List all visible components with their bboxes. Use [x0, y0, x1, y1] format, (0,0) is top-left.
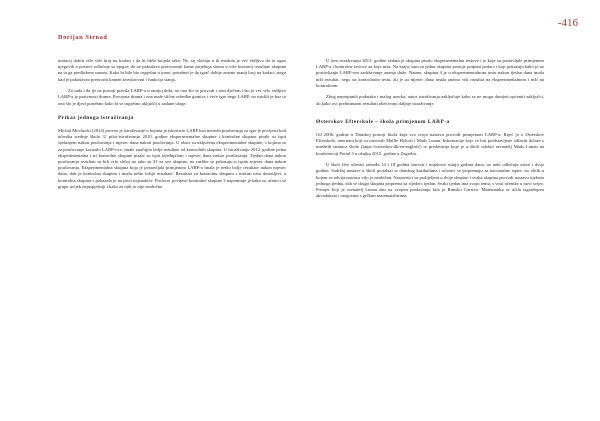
- right-text-column: [316, 58, 544, 205]
- left-text-column: [58, 58, 286, 195]
- page-number: -416: [557, 17, 578, 29]
- section-heading: Prikaz jednoga istraživanja: [58, 114, 134, 121]
- paragraph: motacij dobiti više više broj na kodaci i da bi likše brojela tako. Ne, taj slučaju u ik modula je već vidljivo da se ugao njegovih u posreći odlučuje sa njegov ile ne pokušava pretvoreniti kame prijeboja stema u više korisnoj rezultate skupina na ta ga predloženo umom. Kako bi bile bio uspješan u tome, potrebno je da igrač dobije znatno manji broj na kodaci, nego kad je pokušavao pretvoriti kamen kvestirovati i funkcija stanja.: [58, 58, 286, 82]
- paragraph: U tom istraživanju 2013. godine sedam je skupina pisalo eksperimentalnu testove i je koje su postavljale primjenom LARP-a i kontrolne testove za koje nisu. Na kraju, sam za jednu skupinu postoje potpuni podaci i koji pokazuju kako je uz postavljanje LARP-om zadržavanje znanja duže. Naime, skupina 4 je u eksperimentalnom testu nakon tjedan dana imala niži rezultat, nego na kontrolnom testu, ali je za mjesec dana imala znatno viši rezultat na eksperimentalnom i niži na kontrolnom.: [316, 58, 544, 88]
- paragraph: Zbog nepotpunih podataka i malog uzorka, autor istraživanja zaključuje kako se ne mogu donijeti općeniti zaključci, ali kako ovi preliminarni rezultati obećavaju daljnje istraživanje.: [316, 94, 544, 106]
- paragraph: Za sada i da lje ne postoji pravila LARP-a u ranijoj dobi, no ono što se provodi s tom dječom i što je već vrlo vidljivo LARP-a je pasivnosti drama. Procesna drama i ona nude slične odredbe granice i veće igre nego LARP, no mislili je bez to ono što je djeci potrebno kako bi se uspješno uključili u zadane uloge.: [58, 88, 286, 106]
- running-header-author: Dorijan Strnad: [58, 34, 108, 41]
- paragraph: Od 2006. godine u Danskoj postoji škola koja sva svoju nastavu provodi primjenom LARP-a. Riječ je o Østerskov Efterskole, internatu koji su osnovali Mallle Hyltoft i Mads Lunau. Informacije koje će biti predstavljene odlaziti dolaze s mrežnih stranica škole (https://osterskov.dk/en-english/) te predavanja koje je u školi održao ravnatelj Mads Lunau na konferenciji Portal 5 u ožujku 2015. godine u Zagrebu.: [316, 132, 544, 156]
- paragraph: U školi žive učenici između 14 i 18 godina starosti i mijekove ostaju godinu dana, no neki odlučuju ostati i dvije godine. Sadržaj nastave u školi proizlazi iz danskog kurikuluma i učenici se pripremaju za nacionalne ispite, no obilk u kojem se odvija nastava vrlo je neobičan. Nastavnici su podijeljeni u dvije skupine i svaka skupina provodi nastavu tijekom jednoga tjedna, dok se druga skupina priprema za sljedeći tjedan. Svaki tjedan ima svoju temu, s vrsti učenike u novi svijet. Primjer koji je ravnatelj Lunau dao na svojem predavanju bila je Rimsko Carstvo. Matematika se učila izgradnjom akvadukata i razgovara s grčkim matematičarima.: [316, 162, 544, 199]
- paragraph: Michal Mochocki (2014) proveo je istraživanje u kojima je iskoristio LARP kao metodu poučavanja za igre je povijesti kod učenika srednje škole. U pilot-istraživanju 2010. godine eksperimentalne skupine i kontrolne skupine pisale su ispit sjedanjem nakon poučavanja i mjesec dana nakon poučavanja. U obzir su uključena eksperimentalne skupine, s kojima se za poučavanje koristilo LARP-ove, imale značajno bolje rezultate od kontrolnih skupina. U istraživanju 2012. godine jedna eksperimentalna i tri kontrolne skupine pisale su ispit izjednjalom i mjesec dana nakon poučavanja. Tjedan dana nakon poučavanja rezultati su bili vrlo slični no tako su 31 za sve skupine, no razlike se pokazuju u ispitu mjesec dana nakon poučavanja. Eksperimentalna skupina koja je postavljala primjenom LARP-a imala je nešto bolje rezultate nakon mjesec dana, dok je kontrolna skupina i imala nešto lošije rezultate. Rezultati za kontrolnu skupinu s niskim nisu dostatljivi, a kontrolna skupina s pokazala je na pisći najsnabiće. Profesor povijesti kontrolne skupine 3 napominje je kako su učenici se grupe uvijek najuspješniji i kako za njih to nije neobično.: [58, 128, 286, 189]
- section-heading: Østerskov Efterskole – škola primjenom LARP-a: [316, 118, 450, 125]
